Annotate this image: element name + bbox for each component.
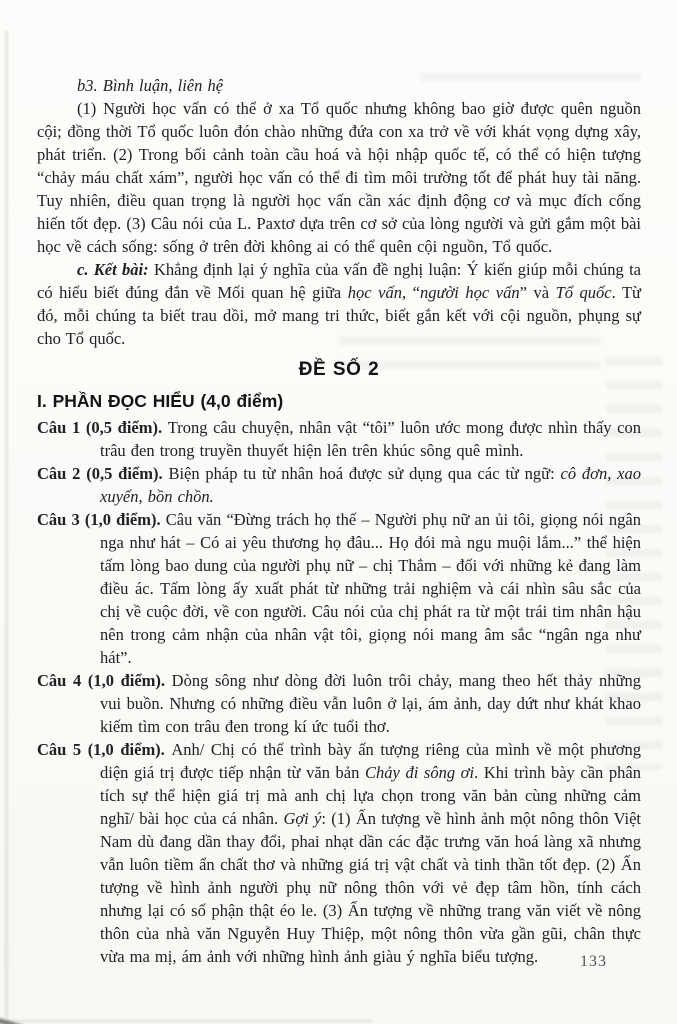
analysis-paragraph-body: (1) Người học vấn có thể ở xa Tổ quốc nhưng không bao giờ được quên nguồn cội; đồng thời Tổ quốc luôn đón chào những đứa con xa trở về với khát vọng dựng xây, phát triển. (2) Trong bối cảnh toàn cầu hoá và hội nhập quốc tế, có thể có hiện tượng “chảy máu chất xám”, người học vấn có thể đi tìm môi trường tốt để phát huy tài năng. Tuy nhiên, điều quan trọng là người học vấn cần xác định động cơ và mục đích cống hiến tốt đẹp. (3) Câu nói của L. Paxtơ dựa trên cơ sở của lòng người và gửi gắm một bài học về cách sống: sống ở trên đời không ai có thể quên cội nguồn, Tổ quốc. — [37, 99, 641, 256]
question-4-answer: Dòng sông như dòng đời luôn trôi chảy, mang theo hết thảy những vui buồn. Nhưng có những điều vẫn luôn ở lại, ám ảnh, day dứt như khát khao kiếm tìm con trâu đen trong kí ức tuổi thơ. — [100, 671, 641, 736]
question-3-answer: Câu văn “Đừng trách họ thế – Người phụ nữ an ủi tôi, giọng nói ngân nga như hát – Có ai yêu thương họ đâu... Họ đói mà ngu muội lắm...” thể hiện tấm lòng bao dung của người phụ nữ – chị Thắm – đối với những kẻ đang làm điều ác. Tấm lòng ấy xuất phát từ những trải nghiệm và cái nhìn sâu sắc của chị về cuộc đời, về con người. Câu nói của chị phát ra từ một trái tim nhân hậu nên trong cảm nhận của nhân vật tôi, giọng nói mang âm sắc “ngân nga như hát”. — [100, 510, 641, 667]
question-cau-1 — [37, 416, 641, 462]
question-cau-4 — [37, 669, 641, 738]
question-1-answer: Trong câu chuyện, nhân vật “tôi” luôn ước mong được nhìn thấy con trâu đen trong truyền thuyết hiện lên trên khúc sông quê mình. — [100, 418, 641, 460]
question-5-label: Câu 5 (1,0 điểm). — [37, 740, 172, 759]
subsection-heading-b3: b3. Bình luận, liên hệ — [77, 76, 224, 95]
page-edge-shadow-left — [5, 30, 8, 1018]
question-2-label: Câu 2 (0,5 điểm). — [37, 464, 169, 483]
question-5-answer: Anh/ Chị có thể trình bày ấn tượng riêng của mình về một phương diện giá trị được tiếp nhận từ văn bản Chảy đi sông ơi. Khi trình bày cần phân tích sự thể hiện giá trị mà anh chị lựa chọn trong văn bản cùng những cảm nghĩ/ bài học của cá nhân. Gợi ý: (1) Ấn tượng về hình ảnh một nông thôn Việt Nam dù đang dần thay đổi, phai nhạt dần các đặc trưng văn hoá làng xã nhưng vẫn luôn tiềm ẩn chất thơ và những giá trị vật chất và tinh thần tốt đẹp. (2) Ấn tượng về hình ảnh người phụ nữ nông thôn với vẻ đẹp tâm hồn, tính cách nhưng lại có số phận thật éo le. (3) Ấn tượng về những trang văn viết về nông thôn của nhà văn Nguyễn Huy Thiệp, một nông thôn vừa gần gũi, chân thực vừa ma mị, ám ảnh với những hình ảnh giàu ý nghĩa biểu tượng. — [100, 740, 641, 966]
page-content — [37, 74, 641, 968]
question-2-answer: Biện pháp tu từ nhân hoá được sử dụng qua các từ ngữ: cô đơn, xao xuyến, bồn chồn. — [100, 464, 641, 506]
reading-section-heading: I. PHẦN ĐỌC HIỂU (4,0 điểm) — [37, 391, 284, 411]
question-cau-2 — [37, 462, 641, 508]
analysis-paragraph-conclusion: c. Kết bài: Khẳng định lại ý nghĩa của vấn đề nghị luận: Ý kiến giúp mỗi chúng ta có hiểu biết đúng đắn về Mối quan hệ giữa học vấn, “người học vấn” và Tổ quốc. Từ đó, mỗi chúng ta biết trau dồi, mở mang tri thức, biết gắn kết với cội nguồn, phụng sự cho Tổ quốc. — [37, 260, 641, 348]
question-1-label: Câu 1 (0,5 điểm). — [37, 418, 168, 437]
question-cau-3 — [37, 508, 641, 669]
page-edge-shadow-bottom — [0, 1020, 372, 1022]
question-4-label: Câu 4 (1,0 điểm). — [37, 671, 172, 690]
question-3-label: Câu 3 (1,0 điểm). — [37, 510, 166, 529]
exam-number-heading: ĐỀ SỐ 2 — [298, 359, 380, 380]
question-cau-5 — [37, 738, 641, 968]
page-number: 133 — [580, 953, 607, 970]
